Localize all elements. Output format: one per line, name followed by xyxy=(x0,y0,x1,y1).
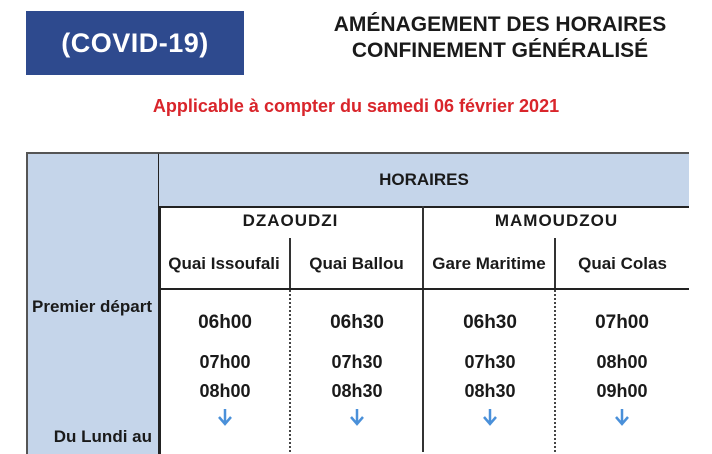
arrow-down-icon xyxy=(291,408,423,431)
timetable xyxy=(26,152,689,452)
stop-gare-maritime: Gare Maritime xyxy=(432,253,546,273)
city-dzaoudzi: DZAOUDZI xyxy=(242,211,339,230)
title-line-2: CONFINEMENT GÉNÉRALISÉ xyxy=(351,39,649,62)
cell-row2-gare: 07h30 xyxy=(464,352,516,372)
header-bottom-rule xyxy=(159,288,689,290)
stop-quai-colas: Quai Colas xyxy=(578,253,667,273)
title-line-1: AMÉNAGEMENT DES HORAIRES xyxy=(333,13,667,36)
cell-premier-gare: 06h30 xyxy=(463,312,517,333)
stop-divider xyxy=(289,238,291,288)
stop-divider xyxy=(554,238,556,288)
page-title xyxy=(300,12,700,64)
arrow-down-icon xyxy=(159,408,291,431)
cell-row3-ballou: 08h30 xyxy=(331,381,383,401)
cell-premier-issoufali: 06h00 xyxy=(198,312,252,333)
covid-badge: (COVID-19) xyxy=(26,11,244,75)
arrow-down-icon xyxy=(556,408,688,431)
cell-row3-gare: 08h30 xyxy=(464,381,516,401)
row-label-du-lundi: Du Lundi au xyxy=(53,427,152,446)
cell-row3-issoufali: 08h00 xyxy=(199,381,251,401)
stop-quai-ballou: Quai Ballou xyxy=(309,253,404,273)
cell-row3-colas: 09h00 xyxy=(596,381,648,401)
arrow-down-icon xyxy=(424,408,556,431)
cell-row2-issoufali: 07h00 xyxy=(199,352,251,372)
row-label-premier-depart: Premier départ xyxy=(32,297,152,316)
horaires-header: HORAIRES xyxy=(159,152,689,208)
city-mamoudzou: MAMOUDZOU xyxy=(494,211,619,230)
cell-row2-ballou: 07h30 xyxy=(331,352,383,372)
effective-date: Applicable à compter du samedi 06 février 2021 xyxy=(152,96,560,116)
stop-quai-issoufali: Quai Issoufali xyxy=(168,253,280,273)
cell-premier-ballou: 06h30 xyxy=(330,312,384,333)
cell-row2-colas: 08h00 xyxy=(596,352,648,372)
cell-premier-colas: 07h00 xyxy=(595,312,649,333)
